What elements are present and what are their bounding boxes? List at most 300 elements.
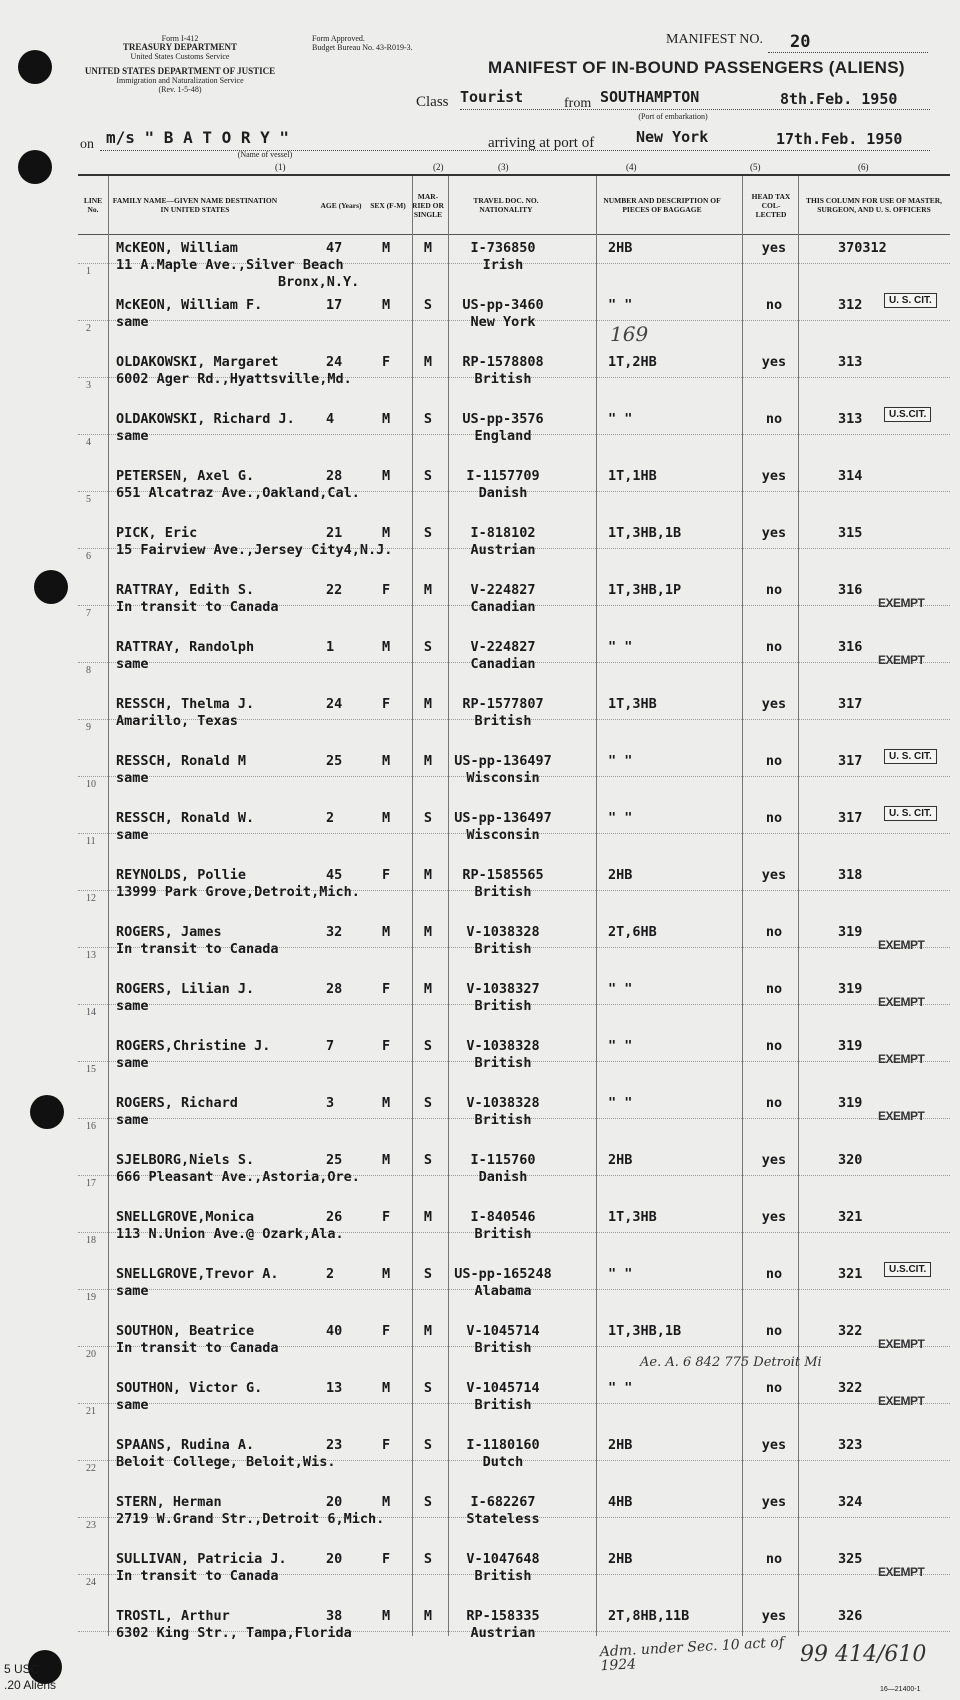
nationality: England	[474, 428, 532, 444]
trostl-note: Adm. under Sec. 10 act of 1924	[599, 1634, 785, 1675]
destination: same	[116, 998, 149, 1014]
head-tax-cell: no	[765, 924, 783, 940]
embark-caption: (Port of embarkation)	[638, 112, 708, 121]
head-tax-cell: no	[765, 1323, 783, 1339]
sex-cell: F	[382, 1323, 391, 1339]
travel-doc-cell	[448, 1380, 558, 1414]
age-cell: 47	[326, 240, 343, 256]
sex-cell: F	[382, 696, 391, 712]
baggage-cell: " "	[608, 981, 633, 997]
age-cell: 23	[326, 1437, 343, 1453]
line-number: 8	[86, 665, 91, 676]
line-number: 12	[86, 893, 96, 904]
official-use-cell: 323	[838, 1437, 863, 1453]
travel-doc-number: V-1047648	[466, 1551, 540, 1567]
col-name-header: FAMILY NAME—GIVEN NAME DESTINATION IN UNITED STATES	[112, 196, 278, 214]
destination: same	[116, 1112, 149, 1128]
line-number: 14	[86, 1007, 96, 1018]
sex-cell: M	[382, 1608, 391, 1624]
marital-cell: S	[423, 297, 433, 313]
official-use-cell: 317	[838, 696, 863, 712]
baggage-cell: " "	[608, 411, 633, 427]
table-row	[78, 1490, 950, 1544]
head-tax-cell: yes	[761, 696, 787, 712]
baggage-cell: 2HB	[608, 867, 633, 883]
travel-doc-number: V-1038328	[466, 1038, 540, 1054]
travel-doc-cell	[448, 354, 558, 388]
nationality: New York	[470, 314, 536, 330]
passenger-name: PICK, Eric	[116, 525, 198, 541]
travel-doc-cell	[448, 924, 558, 958]
head-tax-cell: yes	[761, 1494, 787, 1510]
table-row	[78, 1205, 950, 1259]
travel-doc-number: I-818102	[470, 525, 536, 541]
sex-cell: F	[382, 1038, 391, 1054]
travel-doc-number: US-pp-165248	[454, 1266, 552, 1282]
passenger-name: ROGERS,Christine J.	[116, 1038, 271, 1054]
marital-cell: M	[423, 981, 433, 997]
passenger-name: SULLIVAN, Patricia J.	[116, 1551, 287, 1567]
travel-doc-number: V-224827	[470, 639, 536, 655]
destination-line2: Bronx,N.Y.	[278, 274, 360, 290]
age-cell: 24	[326, 354, 343, 370]
nationality: British	[474, 1055, 532, 1071]
baggage-cell: 1T,3HB	[608, 1209, 657, 1225]
handwritten-169: 169	[610, 322, 649, 346]
head-tax-cell: no	[765, 810, 783, 826]
baggage-cell: 1T,3HB,1B	[608, 525, 682, 541]
age-cell: 26	[326, 1209, 343, 1225]
age-cell: 20	[326, 1551, 343, 1567]
customs-label: United States Customs Service	[130, 52, 230, 61]
embark-date: 8th.Feb. 1950	[780, 90, 898, 108]
col-tax-header: HEAD TAX COL-LECTED	[751, 191, 791, 219]
nationality: Canadian	[470, 656, 536, 672]
destination: same	[116, 314, 149, 330]
baggage-cell: " "	[608, 639, 633, 655]
baggage-cell: " "	[608, 297, 633, 313]
manifest-no-value: 20	[790, 32, 811, 52]
us-citizen-stamp: U.S.CIT.	[884, 1262, 931, 1277]
sex-cell: F	[382, 1437, 391, 1453]
passenger-name: SJELBORG,Niels S.	[116, 1152, 255, 1168]
head-tax-cell: no	[765, 981, 783, 997]
baggage-cell: 2HB	[608, 1152, 633, 1168]
travel-doc-cell	[448, 1266, 558, 1300]
form-number: Form I-412	[161, 34, 199, 43]
table-row	[78, 1547, 950, 1601]
head-tax-cell: yes	[761, 1437, 787, 1453]
left-note-usc: 5 USC	[4, 1662, 40, 1676]
destination: 6002 Ager Rd.,Hyattsville,Md.	[116, 371, 352, 387]
travel-doc-cell	[448, 1437, 558, 1471]
us-citizen-stamp: U. S. CIT.	[884, 749, 937, 764]
baggage-cell: " "	[608, 810, 633, 826]
line-number: 22	[86, 1463, 96, 1474]
travel-doc-cell	[448, 696, 558, 730]
col-baggage-header: NUMBER AND DESCRIPTION OF PIECES OF BAGGAGE	[603, 196, 721, 214]
official-use-cell: 319	[838, 924, 863, 940]
sex-cell: F	[382, 354, 391, 370]
travel-doc-cell	[448, 468, 558, 502]
baggage-cell: 2T,6HB	[608, 924, 657, 940]
baggage-cell: 2HB	[608, 1551, 633, 1567]
age-cell: 20	[326, 1494, 343, 1510]
marital-cell: M	[423, 753, 433, 769]
sex-cell: F	[382, 1209, 391, 1225]
table-row	[78, 920, 950, 974]
baggage-cell: 1T,3HB,1B	[608, 1323, 682, 1339]
rev-label: (Rev. 1-5-48)	[158, 85, 202, 94]
nationality: British	[474, 941, 532, 957]
marital-cell: M	[423, 1209, 433, 1225]
nationality: Danish	[478, 485, 528, 501]
col-doc-header: TRAVEL DOC. NO. NATIONALITY	[473, 196, 539, 214]
sex-cell: M	[382, 1152, 391, 1168]
age-cell: 2	[326, 810, 335, 826]
nationality: British	[474, 884, 532, 900]
official-use-cell: 315	[838, 525, 863, 541]
marital-cell: M	[423, 354, 433, 370]
passenger-name: RATTRAY, Randolph	[116, 639, 255, 655]
nationality: British	[474, 1112, 532, 1128]
line-number: 17	[86, 1178, 96, 1189]
destination: In transit to Canada	[116, 1568, 279, 1584]
nationality: Stateless	[466, 1511, 540, 1527]
exempt-stamp: EXEMPT	[878, 1394, 925, 1408]
line-number: 18	[86, 1235, 96, 1246]
line-number: 10	[86, 779, 96, 790]
line-number: 7	[86, 608, 91, 619]
sex-cell: M	[382, 1095, 391, 1111]
sex-cell: M	[382, 468, 391, 484]
head-tax-cell: no	[765, 1095, 783, 1111]
travel-doc-number: US-pp-3460	[462, 297, 544, 313]
nationality: Austrian	[470, 542, 536, 558]
destination: In transit to Canada	[116, 1340, 279, 1356]
passenger-name: SOUTHON, Victor G.	[116, 1380, 263, 1396]
table-row	[78, 1433, 950, 1487]
exempt-stamp: EXEMPT	[878, 596, 925, 610]
destination: 113 N.Union Ave.@ Ozark,Ala.	[116, 1226, 344, 1242]
official-use-cell: 318	[838, 867, 863, 883]
destination: 6302 King Str., Tampa,Florida	[116, 1625, 352, 1641]
head-tax-cell: no	[765, 639, 783, 655]
line-number: 19	[86, 1292, 96, 1303]
sex-cell: M	[382, 1266, 391, 1282]
travel-doc-cell	[448, 1494, 558, 1528]
line-number: 11	[86, 836, 96, 847]
marital-cell: S	[423, 468, 433, 484]
line-number: 3	[86, 380, 91, 391]
sex-cell: M	[382, 924, 391, 940]
official-use-cell: 326	[838, 1608, 863, 1624]
destination: same	[116, 1397, 149, 1413]
nationality: Wisconsin	[466, 770, 540, 786]
travel-doc-number: I-682267	[470, 1494, 536, 1510]
head-tax-cell: no	[765, 1038, 783, 1054]
head-tax-cell: no	[765, 411, 783, 427]
exempt-stamp: EXEMPT	[878, 1109, 925, 1123]
travel-doc-cell	[448, 810, 558, 844]
punch-hole	[30, 1095, 64, 1129]
baggage-cell: 1T,3HB,1P	[608, 582, 682, 598]
table-row	[78, 464, 950, 518]
official-use-cell: 313	[838, 411, 863, 427]
marital-cell: M	[423, 1608, 433, 1624]
travel-doc-cell	[448, 1551, 558, 1585]
destination: 13999 Park Grove,Detroit,Mich.	[116, 884, 360, 900]
baggage-cell: " "	[608, 1038, 633, 1054]
head-tax-cell: yes	[761, 468, 787, 484]
head-tax-cell: no	[765, 1551, 783, 1567]
us-citizen-stamp: U.S.CIT.	[884, 407, 931, 422]
exempt-stamp: EXEMPT	[878, 1052, 925, 1066]
passenger-name: ROGERS, Lilian J.	[116, 981, 255, 997]
age-cell: 25	[326, 1152, 343, 1168]
marital-cell: M	[423, 582, 433, 598]
baggage-cell: 2HB	[608, 240, 633, 256]
class-label: Class	[416, 94, 449, 110]
official-use-cell: 321	[838, 1209, 863, 1225]
from-label: from	[564, 96, 592, 111]
reynolds-note: Ae. A. 6 842 775 Detroit Mi	[640, 1355, 822, 1370]
col-sex-header: SEX (F-M)	[370, 200, 406, 210]
official-use-cell: 319	[838, 981, 863, 997]
destination: 666 Pleasant Ave.,Astoria,Ore.	[116, 1169, 360, 1185]
nationality: British	[474, 713, 532, 729]
nationality: British	[474, 998, 532, 1014]
from-value: SOUTHAMPTON	[600, 88, 700, 106]
travel-doc-number: V-1045714	[466, 1323, 540, 1339]
destination: In transit to Canada	[116, 941, 279, 957]
passenger-name: McKEON, William	[116, 240, 238, 256]
marital-cell: S	[423, 810, 433, 826]
destination: 651 Alcatraz Ave.,Oakland,Cal.	[116, 485, 360, 501]
punch-hole	[34, 570, 68, 604]
nationality: British	[474, 371, 532, 387]
treasury-label: TREASURY DEPARTMENT	[122, 42, 238, 52]
age-cell: 2	[326, 1266, 335, 1282]
budget-bureau: Budget Bureau No. 43-R019-3.	[312, 43, 413, 52]
travel-doc-number: I-115760	[470, 1152, 536, 1168]
line-number: 24	[86, 1577, 96, 1588]
official-use-cell: 317	[838, 810, 863, 826]
exempt-stamp: EXEMPT	[878, 1337, 925, 1351]
us-citizen-stamp: U. S. CIT.	[884, 293, 937, 308]
passenger-name: SNELLGROVE,Trevor A.	[116, 1266, 279, 1282]
on-label: on	[80, 137, 94, 152]
sex-cell: M	[382, 525, 391, 541]
travel-doc-cell	[448, 1152, 558, 1186]
passenger-name: REYNOLDS, Pollie	[116, 867, 247, 883]
travel-doc-cell	[448, 639, 558, 673]
passenger-name: SPAANS, Rudina A.	[116, 1437, 255, 1453]
marital-cell: S	[423, 1494, 433, 1510]
travel-doc-cell	[448, 525, 558, 559]
marital-cell: S	[423, 1551, 433, 1567]
sex-cell: M	[382, 411, 391, 427]
class-value: Tourist	[460, 88, 524, 106]
destination: 15 Fairview Ave.,Jersey City4,N.J.	[116, 542, 393, 558]
colnum-5: (5)	[750, 162, 761, 172]
official-use-cell: 319	[838, 1038, 863, 1054]
official-use-cell: 316	[838, 639, 863, 655]
travel-doc-cell	[448, 1095, 558, 1129]
arrival-port: New York	[636, 128, 709, 146]
age-cell: 32	[326, 924, 343, 940]
marital-cell: S	[423, 1380, 433, 1396]
destination: Beloit College, Beloit,Wis.	[116, 1454, 336, 1470]
travel-doc-number: RP-158335	[466, 1608, 540, 1624]
sex-cell: M	[382, 1380, 391, 1396]
marital-cell: S	[423, 1437, 433, 1453]
punch-hole	[18, 50, 52, 84]
official-use-cell: 324	[838, 1494, 863, 1510]
line-number: 21	[86, 1406, 96, 1417]
manifest-title: MANIFEST OF IN-BOUND PASSENGERS (ALIENS)	[488, 58, 905, 77]
table-row	[78, 350, 950, 404]
travel-doc-number: I-840546	[470, 1209, 536, 1225]
colnum-4: (4)	[626, 162, 637, 172]
passenger-name: McKEON, William F.	[116, 297, 263, 313]
sex-cell: F	[382, 582, 391, 598]
destination: same	[116, 1055, 149, 1071]
marital-cell: M	[423, 924, 433, 940]
approval-block	[312, 34, 452, 52]
sex-cell: F	[382, 867, 391, 883]
travel-doc-cell	[448, 1038, 558, 1072]
official-use-cell: 321	[838, 1266, 863, 1282]
sex-cell: M	[382, 639, 391, 655]
nationality: Wisconsin	[466, 827, 540, 843]
form-approved: Form Approved.	[312, 34, 365, 43]
nationality: Danish	[478, 1169, 528, 1185]
travel-doc-cell	[448, 411, 558, 445]
column-numbers	[90, 162, 950, 174]
passenger-name: RESSCH, Ronald M	[116, 753, 247, 769]
baggage-cell: 1T,3HB	[608, 696, 657, 712]
line-number: 15	[86, 1064, 96, 1075]
passenger-name: RESSCH, Thelma J.	[116, 696, 255, 712]
table-row	[78, 863, 950, 917]
sex-cell: M	[382, 753, 391, 769]
table-row	[78, 1034, 950, 1088]
travel-doc-cell	[448, 981, 558, 1015]
destination: In transit to Canada	[116, 599, 279, 615]
table-row	[78, 521, 950, 575]
nationality: Alabama	[474, 1283, 532, 1299]
destination: same	[116, 827, 149, 843]
line-number: 23	[86, 1520, 96, 1531]
vessel-underline	[100, 150, 930, 151]
doj-label: UNITED STATES DEPARTMENT OF JUSTICE	[84, 66, 276, 76]
age-cell: 17	[326, 297, 343, 313]
official-use-cell: 322	[838, 1380, 863, 1396]
nationality: Irish	[482, 257, 524, 273]
age-cell: 28	[326, 981, 343, 997]
destination: same	[116, 656, 149, 672]
age-cell: 7	[326, 1038, 335, 1054]
marital-cell: M	[423, 240, 433, 256]
official-use-cell: 370312	[838, 240, 887, 256]
travel-doc-cell	[448, 753, 558, 787]
nationality: Austrian	[470, 1625, 536, 1641]
footer-code: 16—21400-1	[880, 1686, 921, 1693]
head-tax-cell: yes	[761, 1152, 787, 1168]
head-tax-cell: no	[765, 753, 783, 769]
official-use-cell: 320	[838, 1152, 863, 1168]
passenger-name: PETERSEN, Axel G.	[116, 468, 255, 484]
travel-doc-number: V-224827	[470, 582, 536, 598]
travel-doc-number: I-736850	[470, 240, 536, 256]
travel-doc-cell	[448, 240, 558, 274]
arrival-date: 17th.Feb. 1950	[776, 130, 903, 148]
baggage-cell: " "	[608, 753, 633, 769]
table-row	[78, 1148, 950, 1202]
line-number: 16	[86, 1121, 96, 1132]
line-number: 6	[86, 551, 91, 562]
travel-doc-number: RP-1585565	[462, 867, 544, 883]
marital-cell: M	[423, 1323, 433, 1339]
travel-doc-number: US-pp-3576	[462, 411, 544, 427]
col-line-header: LINE No.	[83, 196, 103, 214]
passenger-name: ROGERS, Richard	[116, 1095, 238, 1111]
official-use-cell: 319	[838, 1095, 863, 1111]
age-cell: 3	[326, 1095, 335, 1111]
travel-doc-cell	[448, 867, 558, 901]
sex-cell: M	[382, 1494, 391, 1510]
baggage-cell: " "	[608, 1095, 633, 1111]
baggage-cell: 1T,2HB	[608, 354, 657, 370]
vessel-caption: (Name of vessel)	[237, 150, 293, 159]
travel-doc-number: I-1157709	[466, 468, 540, 484]
marital-cell: S	[423, 1038, 433, 1054]
exempt-stamp: EXEMPT	[878, 653, 925, 667]
travel-doc-number: RP-1578808	[462, 354, 544, 370]
travel-doc-number: V-1038328	[466, 924, 540, 940]
baggage-cell: 2T,8HB,11B	[608, 1608, 690, 1624]
marital-cell: M	[423, 867, 433, 883]
head-tax-cell: yes	[761, 240, 787, 256]
line-number: 20	[86, 1349, 96, 1360]
head-tax-cell: yes	[761, 1608, 787, 1624]
travel-doc-cell	[448, 1608, 558, 1642]
marital-cell: S	[423, 1095, 433, 1111]
marital-cell: S	[423, 639, 433, 655]
table-row	[78, 635, 950, 689]
sex-cell: M	[382, 240, 391, 256]
us-citizen-stamp: U. S. CIT.	[884, 806, 937, 821]
age-cell: 22	[326, 582, 343, 598]
table-row	[78, 1091, 950, 1145]
destination: 2719 W.Grand Str.,Detroit 6,Mich.	[116, 1511, 385, 1527]
travel-doc-number: US-pp-136497	[454, 753, 552, 769]
marital-cell: M	[423, 696, 433, 712]
table-row	[78, 407, 950, 461]
head-tax-cell: yes	[761, 525, 787, 541]
line-number: 1	[86, 266, 91, 277]
col-use-header: THIS COLUMN FOR USE OF MASTER, SURGEON, AND U. S. OFFICERS	[806, 196, 942, 214]
vessel-name: m/s " B A T O R Y "	[106, 128, 290, 147]
col-age-header: AGE (Years)	[320, 200, 362, 210]
baggage-cell: 1T,1HB	[608, 468, 657, 484]
colnum-2: (2)	[433, 162, 444, 172]
line-number: 2	[86, 323, 91, 334]
passenger-name: SOUTHON, Beatrice	[116, 1323, 255, 1339]
sex-cell: F	[382, 1551, 391, 1567]
travel-doc-number: V-1045714	[466, 1380, 540, 1396]
